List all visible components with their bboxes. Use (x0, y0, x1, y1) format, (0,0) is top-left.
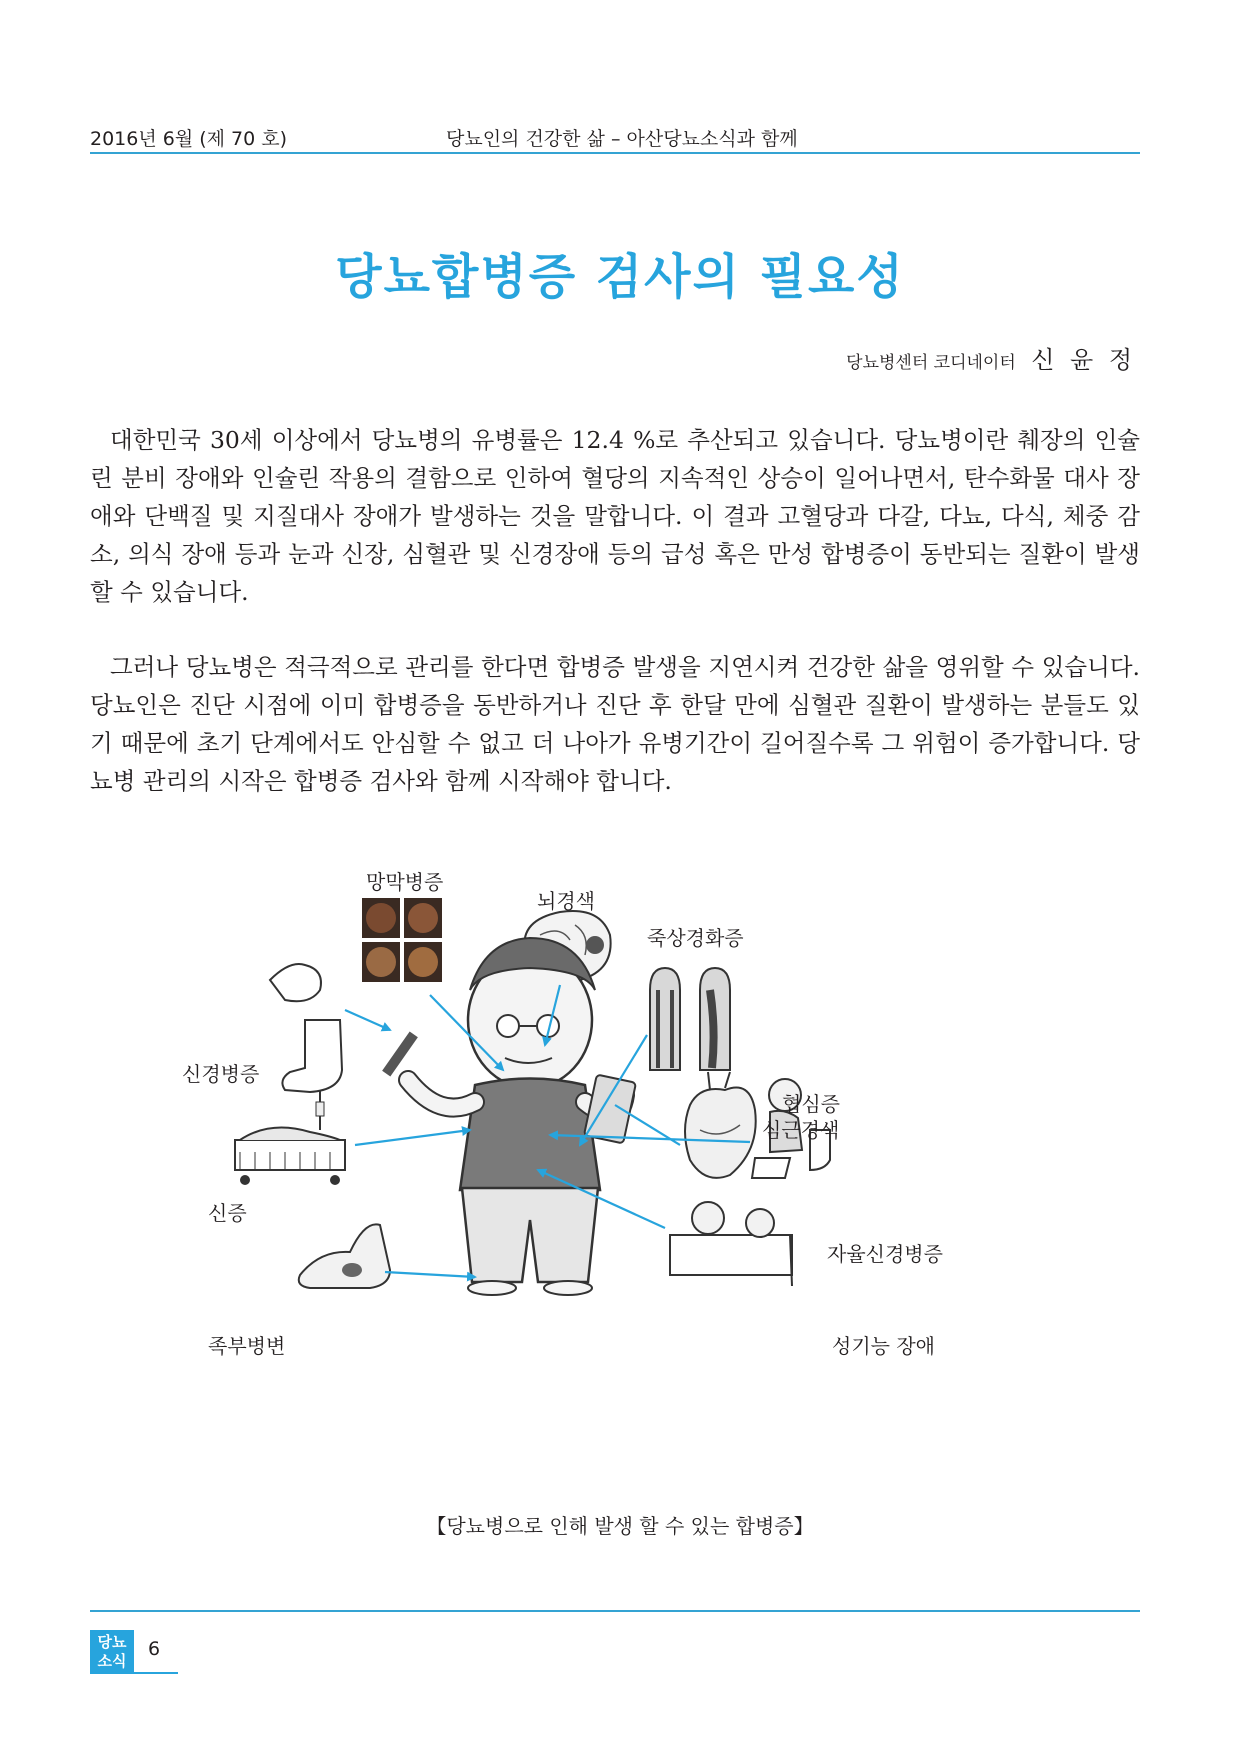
footer-divider (90, 1610, 1140, 1612)
label-angina: 협심증 (782, 1092, 840, 1116)
artery-drawing (650, 968, 730, 1070)
retina-images (362, 898, 442, 982)
label-stroke: 뇌경색 (537, 889, 595, 913)
heart-drawing (685, 1072, 756, 1178)
label-retinopathy: 망막병증 (366, 870, 444, 894)
publication-title: 당뇨인의 건강한 삶 – 아산당뇨소식과 함께 (446, 128, 798, 150)
page-number: 6 (148, 1638, 161, 1660)
arrow-foot (385, 1272, 475, 1277)
label-autonomic: 자율신경병증 (827, 1242, 943, 1266)
neuropathy-drawing (270, 964, 342, 1092)
byline (846, 340, 1136, 375)
badge-line-2: 소식 (97, 1652, 127, 1670)
newsletter-badge (90, 1630, 134, 1674)
label-neuropathy: 신경병증 (182, 1062, 260, 1086)
label-infarction: 심근경색 (762, 1118, 840, 1142)
bed-drawing (235, 1090, 345, 1185)
article-title: 당뇨합병증 검사의 필요성 (335, 249, 905, 305)
byline-role: 당뇨병센터 코디네이터 (846, 353, 1016, 373)
label-nephropathy: 신증 (208, 1201, 247, 1225)
label-sexual: 성기능 장애 (832, 1334, 935, 1358)
foot-drawing (299, 1224, 390, 1288)
label-atherosclerosis: 죽상경화증 (647, 926, 744, 950)
header-divider (90, 152, 1140, 154)
illustration-drawing (90, 840, 1140, 1480)
body-paragraph-2: 그러나 당뇨병은 적극적으로 관리를 한다면 합병증 발생을 지연시켜 건강한 삶을 영위할 수 있습니다. 당뇨인은 진단 시점에 이미 합병증을 동반하거나 진단 후 한달 만에 심혈관 질환이 발생하는 분들도 있기 때문에 초기 단계에서도 안심할 수 없고 더 나아가 유병기간이 길어질수록 그 위험이 증가합니다. 당뇨병 관리의 시작은 합병증 검사와 함께 시작해야 합니다. (90, 653, 1140, 795)
issue-label: 2016년 6월 (제 70 호) (90, 128, 288, 150)
couple-drawing (670, 1202, 792, 1286)
complications-illustration (90, 840, 1140, 1480)
body-paragraph-1: 대한민국 30세 이상에서 당뇨병의 유병률은 12.4 %로 추산되고 있습니다. 당뇨병이란 췌장의 인슐린 분비 장애와 인슐린 작용의 결함으로 인하여 혈당의 지속적인 상승이 일어나면서, 탄수화물 대사 장애와 단백질 및 지질대사 장애가 발생하는 것을 말합니다. 이 결과 고혈당과 다갈, 다뇨, 다식, 체중 감소, 의식 장애 등과 눈과 신장, 심혈관 및 신경장애 등의 급성 혹은 만성 합병증이 동반되는 질환이 발생할 수 있습니다. (90, 426, 1140, 606)
page-number-underline (134, 1672, 178, 1674)
byline-author: 신 윤 정 (1031, 346, 1136, 374)
arrow-neuropathy (345, 1010, 390, 1030)
figure-caption: 【당뇨병으로 인해 발생 할 수 있는 합병증】 (426, 1514, 814, 1538)
badge-line-1: 당뇨 (97, 1633, 127, 1651)
label-foot: 족부병변 (208, 1334, 286, 1358)
page-header (90, 124, 1140, 154)
arrow-nephropathy (355, 1130, 470, 1145)
